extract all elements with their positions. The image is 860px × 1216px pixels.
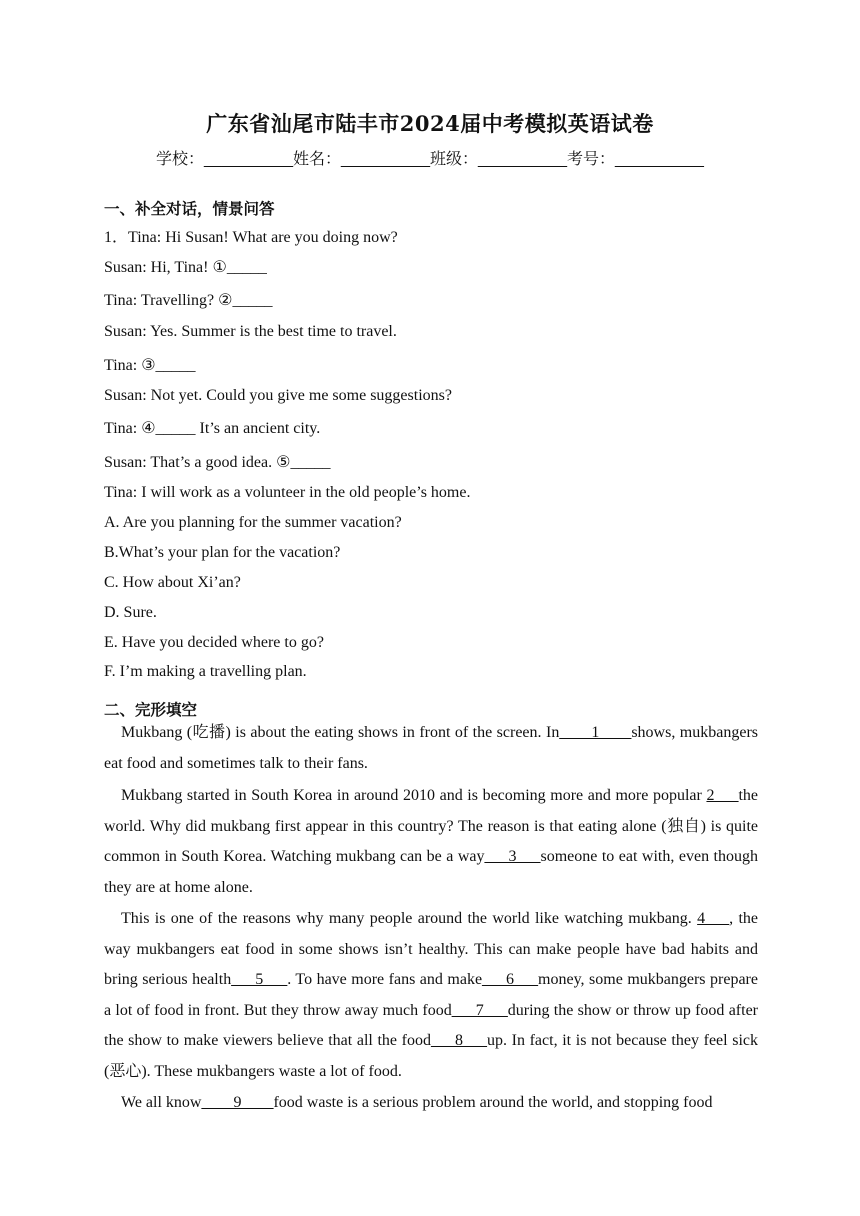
blank-4: 4___	[697, 910, 730, 927]
paragraph-text: someone to eat with, even though they are at home alone.	[104, 848, 759, 896]
dialogue-line: Tina: I will work as a volunteer in the old people’s home.	[104, 484, 471, 501]
blank-2: 2___	[706, 787, 739, 804]
option-line: F. I’m making a travelling plan.	[104, 663, 307, 680]
paragraph-text: This is one of the reasons why many people around the world like watching mukbang.	[121, 910, 698, 927]
option-line: C. How about Xi’an?	[104, 574, 241, 591]
section-heading-dialogue: 一、补全对话，情景问答	[104, 200, 275, 218]
dialogue-line: Tina: ③_____	[104, 357, 196, 374]
paragraph-text: during the show or throw up food after the show to make viewers believe that all the food	[104, 1001, 758, 1049]
option-line: B.What’s your plan for the vacation?	[104, 544, 341, 561]
dialogue-line: Susan: That’s a good idea. ⑤_____	[104, 454, 331, 471]
cloze-paragraph	[104, 718, 758, 779]
blank-6: ___6___	[482, 971, 539, 988]
option-line: A. Are you planning for the summer vacation?	[104, 514, 402, 531]
paragraph-text: Mukbang (吃播) is about the eating shows in front of the screen. In	[121, 724, 560, 741]
cloze-paragraph	[104, 904, 758, 1087]
paragraph-text: We all know	[121, 1094, 202, 1111]
blank-7: ___7___	[451, 1001, 508, 1019]
blank-3: ___3___	[484, 848, 541, 865]
dialogue-line: 1．Tina: Hi Susan! What are you doing now?	[104, 229, 398, 246]
blank-1: ____1____	[559, 724, 632, 741]
student-info-line: 学校：__________姓名：__________班级：__________考号：__________	[156, 151, 704, 168]
paragraph-text: food waste is a serious problem around the world, and stopping food	[273, 1094, 713, 1111]
option-line: E. Have you decided where to go?	[104, 634, 324, 651]
dialogue-line: Susan: Hi, Tina! ①_____	[104, 259, 267, 276]
paragraph-text: shows, mukbangers eat food and sometimes talk to their fans.	[104, 724, 758, 772]
dialogue-line: Tina: Travelling? ②_____	[104, 292, 273, 309]
paragraph-text: Mukbang started in South Korea in around 2010 and is becoming more and more popular	[121, 787, 707, 804]
dialogue-line: Susan: Not yet. Could you give me some suggestions?	[104, 387, 452, 404]
paragraph-text: the world. Why did mukbang first appear in this country? The reason is that eating alone (独自) is quite common in South Korea. Watching mukbang can be a way	[104, 787, 758, 865]
cloze-paragraph	[104, 1088, 758, 1119]
paragraph-text: , the way mukbangers eat food in some shows isn’t healthy. This can make people have bad habits and bring serious health	[104, 910, 758, 988]
section-heading-cloze: 二、完形填空	[104, 701, 198, 719]
blank-5: ___5___	[231, 971, 288, 988]
paragraph-text: . To have more fans and make	[287, 971, 483, 988]
blank-9: ____9____	[201, 1094, 274, 1111]
dialogue-line: Tina: ④_____ It’s an ancient city.	[104, 420, 321, 437]
dialogue-line: Susan: Yes. Summer is the best time to travel.	[104, 323, 397, 340]
paragraph-text: money, some mukbangers prepare a lot of food in front. But they throw away much food	[104, 971, 758, 1019]
cloze-paragraph	[104, 781, 758, 903]
paragraph-text: up. In fact, it is not because they feel sick (恶心). These mukbangers waste a lot of food.	[104, 1032, 758, 1080]
blank-8: ___8___	[431, 1032, 487, 1049]
page-title: 广东省汕尾市陆丰市2024届中考模拟英语试卷	[206, 111, 654, 136]
option-line: D. Sure.	[104, 604, 157, 621]
